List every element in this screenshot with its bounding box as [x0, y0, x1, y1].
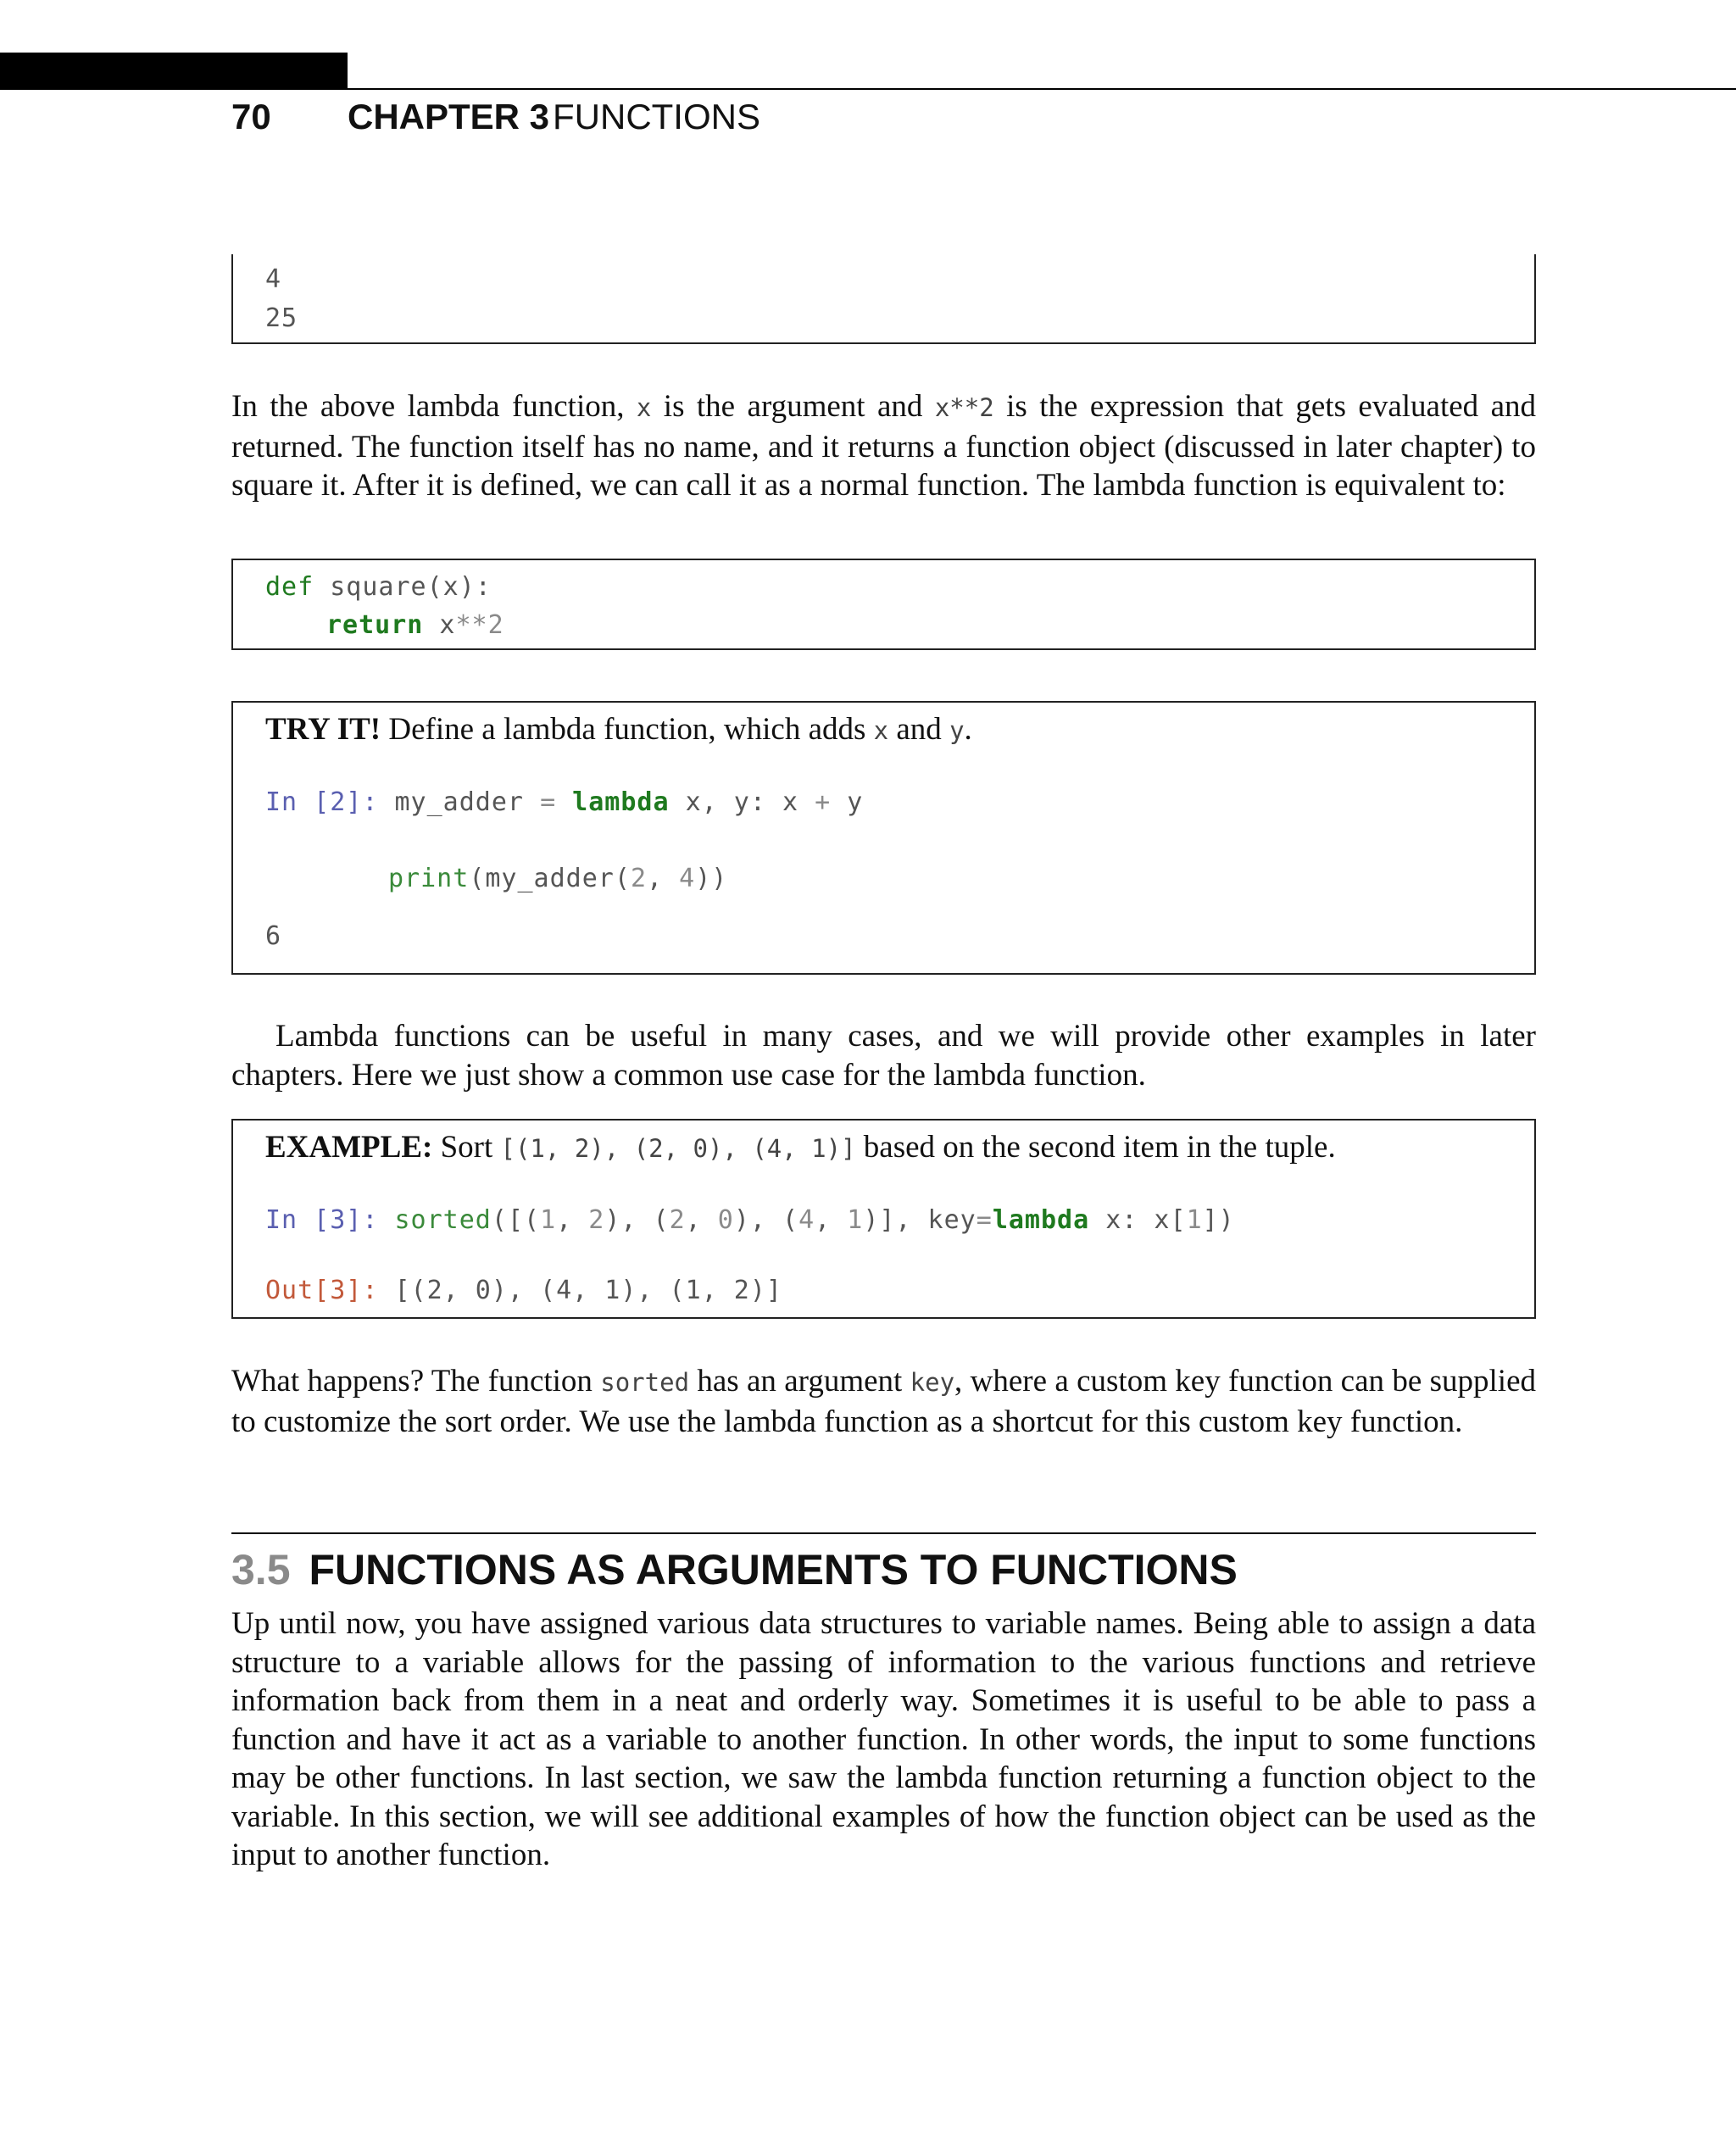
code-number: 1 — [847, 1205, 864, 1235]
inline-code-x-squared: x**2 — [934, 393, 994, 422]
text: is the expression that gets evaluated and returned. The function itself has no name, and it returns a function object (discussed in later chapter) to square it. After it is defined, we can call it as a normal function. The lambda function is equivalent to: — [231, 389, 1536, 503]
code-text: my_adder — [378, 787, 541, 817]
def-line-2 — [326, 609, 504, 642]
code-text: , — [815, 1205, 848, 1235]
section-number: 3.5 — [231, 1546, 291, 1593]
code-text: ), ( — [604, 1205, 670, 1235]
try-it-label: TRY IT! — [265, 712, 381, 747]
code-text: x: x[ — [1089, 1205, 1187, 1235]
code-text: )) — [695, 864, 728, 893]
chapter-label: CHAPTER 3 — [348, 97, 550, 136]
output-code-box — [231, 254, 1536, 344]
code-number: 1 — [1186, 1205, 1203, 1235]
code-number: 4 — [798, 1205, 815, 1235]
section-rule — [231, 1532, 1536, 1534]
text: is the argument and — [651, 389, 935, 424]
code-number: 0 — [717, 1205, 734, 1235]
inline-code-x: x — [636, 393, 652, 422]
section-title: FUNCTIONS AS ARGUMENTS TO FUNCTIONS — [309, 1546, 1238, 1593]
text: Define a lambda function, which adds — [381, 712, 874, 747]
try-it-box — [231, 701, 1536, 975]
code-text: ), ( — [733, 1205, 799, 1235]
print-builtin: print — [388, 864, 470, 893]
code-number: 2 — [669, 1205, 686, 1235]
header-rule — [348, 88, 1736, 90]
text: Sort — [432, 1130, 501, 1165]
try-it-code-line-2 — [388, 862, 727, 896]
code-operator: = — [976, 1205, 993, 1235]
output-line-2: 25 — [265, 303, 298, 333]
paragraph-functions-as-arguments: Up until now, you have assigned various data structures to variable names. Being able to assign a data structure to a variable allows for the passing of information to the various functions and retrieve information back from them in a neat and orderly way. Sometimes it is useful to be able to pass a function and have it act as a variable to another function. In other words, the input to some functions may be other functions. In last section, we saw the lambda function returning a function object to the variable. In this section, we will see additional examples of how the function object can be used as the input to another function. — [231, 1606, 1536, 1872]
def-line-1 — [265, 570, 492, 604]
text: , where a custom key function can be supplied to customize the sort order. We use the lambda function as a shortcut for this custom key function. — [231, 1364, 1536, 1439]
try-it-output: 6 — [265, 921, 282, 951]
example-box — [231, 1119, 1536, 1319]
code-text: y — [831, 787, 864, 817]
text: In the above lambda function, — [231, 389, 637, 424]
code-number: 1 — [540, 1205, 557, 1235]
inline-code-sorted: sorted — [600, 1368, 690, 1397]
code-operator: = — [540, 787, 557, 817]
input-prompt: In [2]: — [265, 787, 379, 817]
output-line-1: 4 — [265, 264, 282, 294]
output-prompt: Out[3]: — [265, 1276, 379, 1305]
lambda-keyword: lambda — [556, 787, 670, 817]
code-number: 2 — [630, 864, 647, 893]
code-number: 2 — [588, 1205, 605, 1235]
example-input-line — [265, 1204, 1235, 1237]
sorted-builtin: sorted — [378, 1205, 492, 1235]
try-it-title — [265, 709, 972, 751]
inline-code-key: key — [910, 1368, 955, 1397]
example-title — [265, 1127, 1336, 1169]
def-keyword: def — [265, 572, 314, 602]
code-text: (my_adder( — [469, 864, 631, 893]
code-text: , — [685, 1205, 718, 1235]
text: . — [964, 712, 972, 747]
code-operator: + — [815, 787, 832, 817]
paragraph-sorted-explanation — [231, 1362, 1536, 1441]
def-code-box — [231, 559, 1536, 650]
code-text: x — [423, 610, 456, 640]
code-text: ([( — [491, 1205, 541, 1235]
code-number: 2 — [487, 610, 504, 640]
example-output-line — [265, 1274, 782, 1308]
code-text: , — [556, 1205, 589, 1235]
text: and — [888, 712, 950, 747]
code-text: square(x): — [314, 572, 492, 602]
code-text: x, y: x — [669, 787, 815, 817]
text: has an argument — [689, 1364, 910, 1399]
code-text: , — [647, 864, 680, 893]
paragraph-lambda-explanation — [231, 387, 1536, 505]
text: What happens? The function — [231, 1364, 601, 1399]
lambda-keyword: lambda — [992, 1205, 1090, 1235]
try-it-code-line-1 — [265, 786, 863, 820]
code-text: ]) — [1202, 1205, 1235, 1235]
text: based on the second item in the tuple. — [855, 1130, 1336, 1165]
code-text: )], key — [863, 1205, 976, 1235]
chapter-title: FUNCTIONS — [553, 97, 760, 136]
section-heading — [231, 1543, 1238, 1597]
inline-code-x: x — [873, 716, 889, 745]
output-value: [(2, 0), (4, 1), (1, 2)] — [378, 1276, 782, 1305]
inline-code-y: y — [949, 716, 965, 745]
running-head — [231, 95, 760, 139]
code-operator: ** — [455, 610, 488, 640]
paragraph-lambda-uses: Lambda functions can be useful in many cases, and we will provide other examples in later chapters. Here we just show a common use case for the lambda function. — [231, 1019, 1536, 1093]
page-number: 70 — [231, 97, 271, 136]
inline-code-list: [(1, 2), (2, 0), (4, 1)] — [500, 1134, 856, 1163]
example-label: EXAMPLE: — [265, 1130, 433, 1165]
input-prompt: In [3]: — [265, 1205, 379, 1235]
code-number: 4 — [679, 864, 696, 893]
header-tab-bar — [0, 53, 348, 90]
return-keyword: return — [326, 610, 424, 640]
